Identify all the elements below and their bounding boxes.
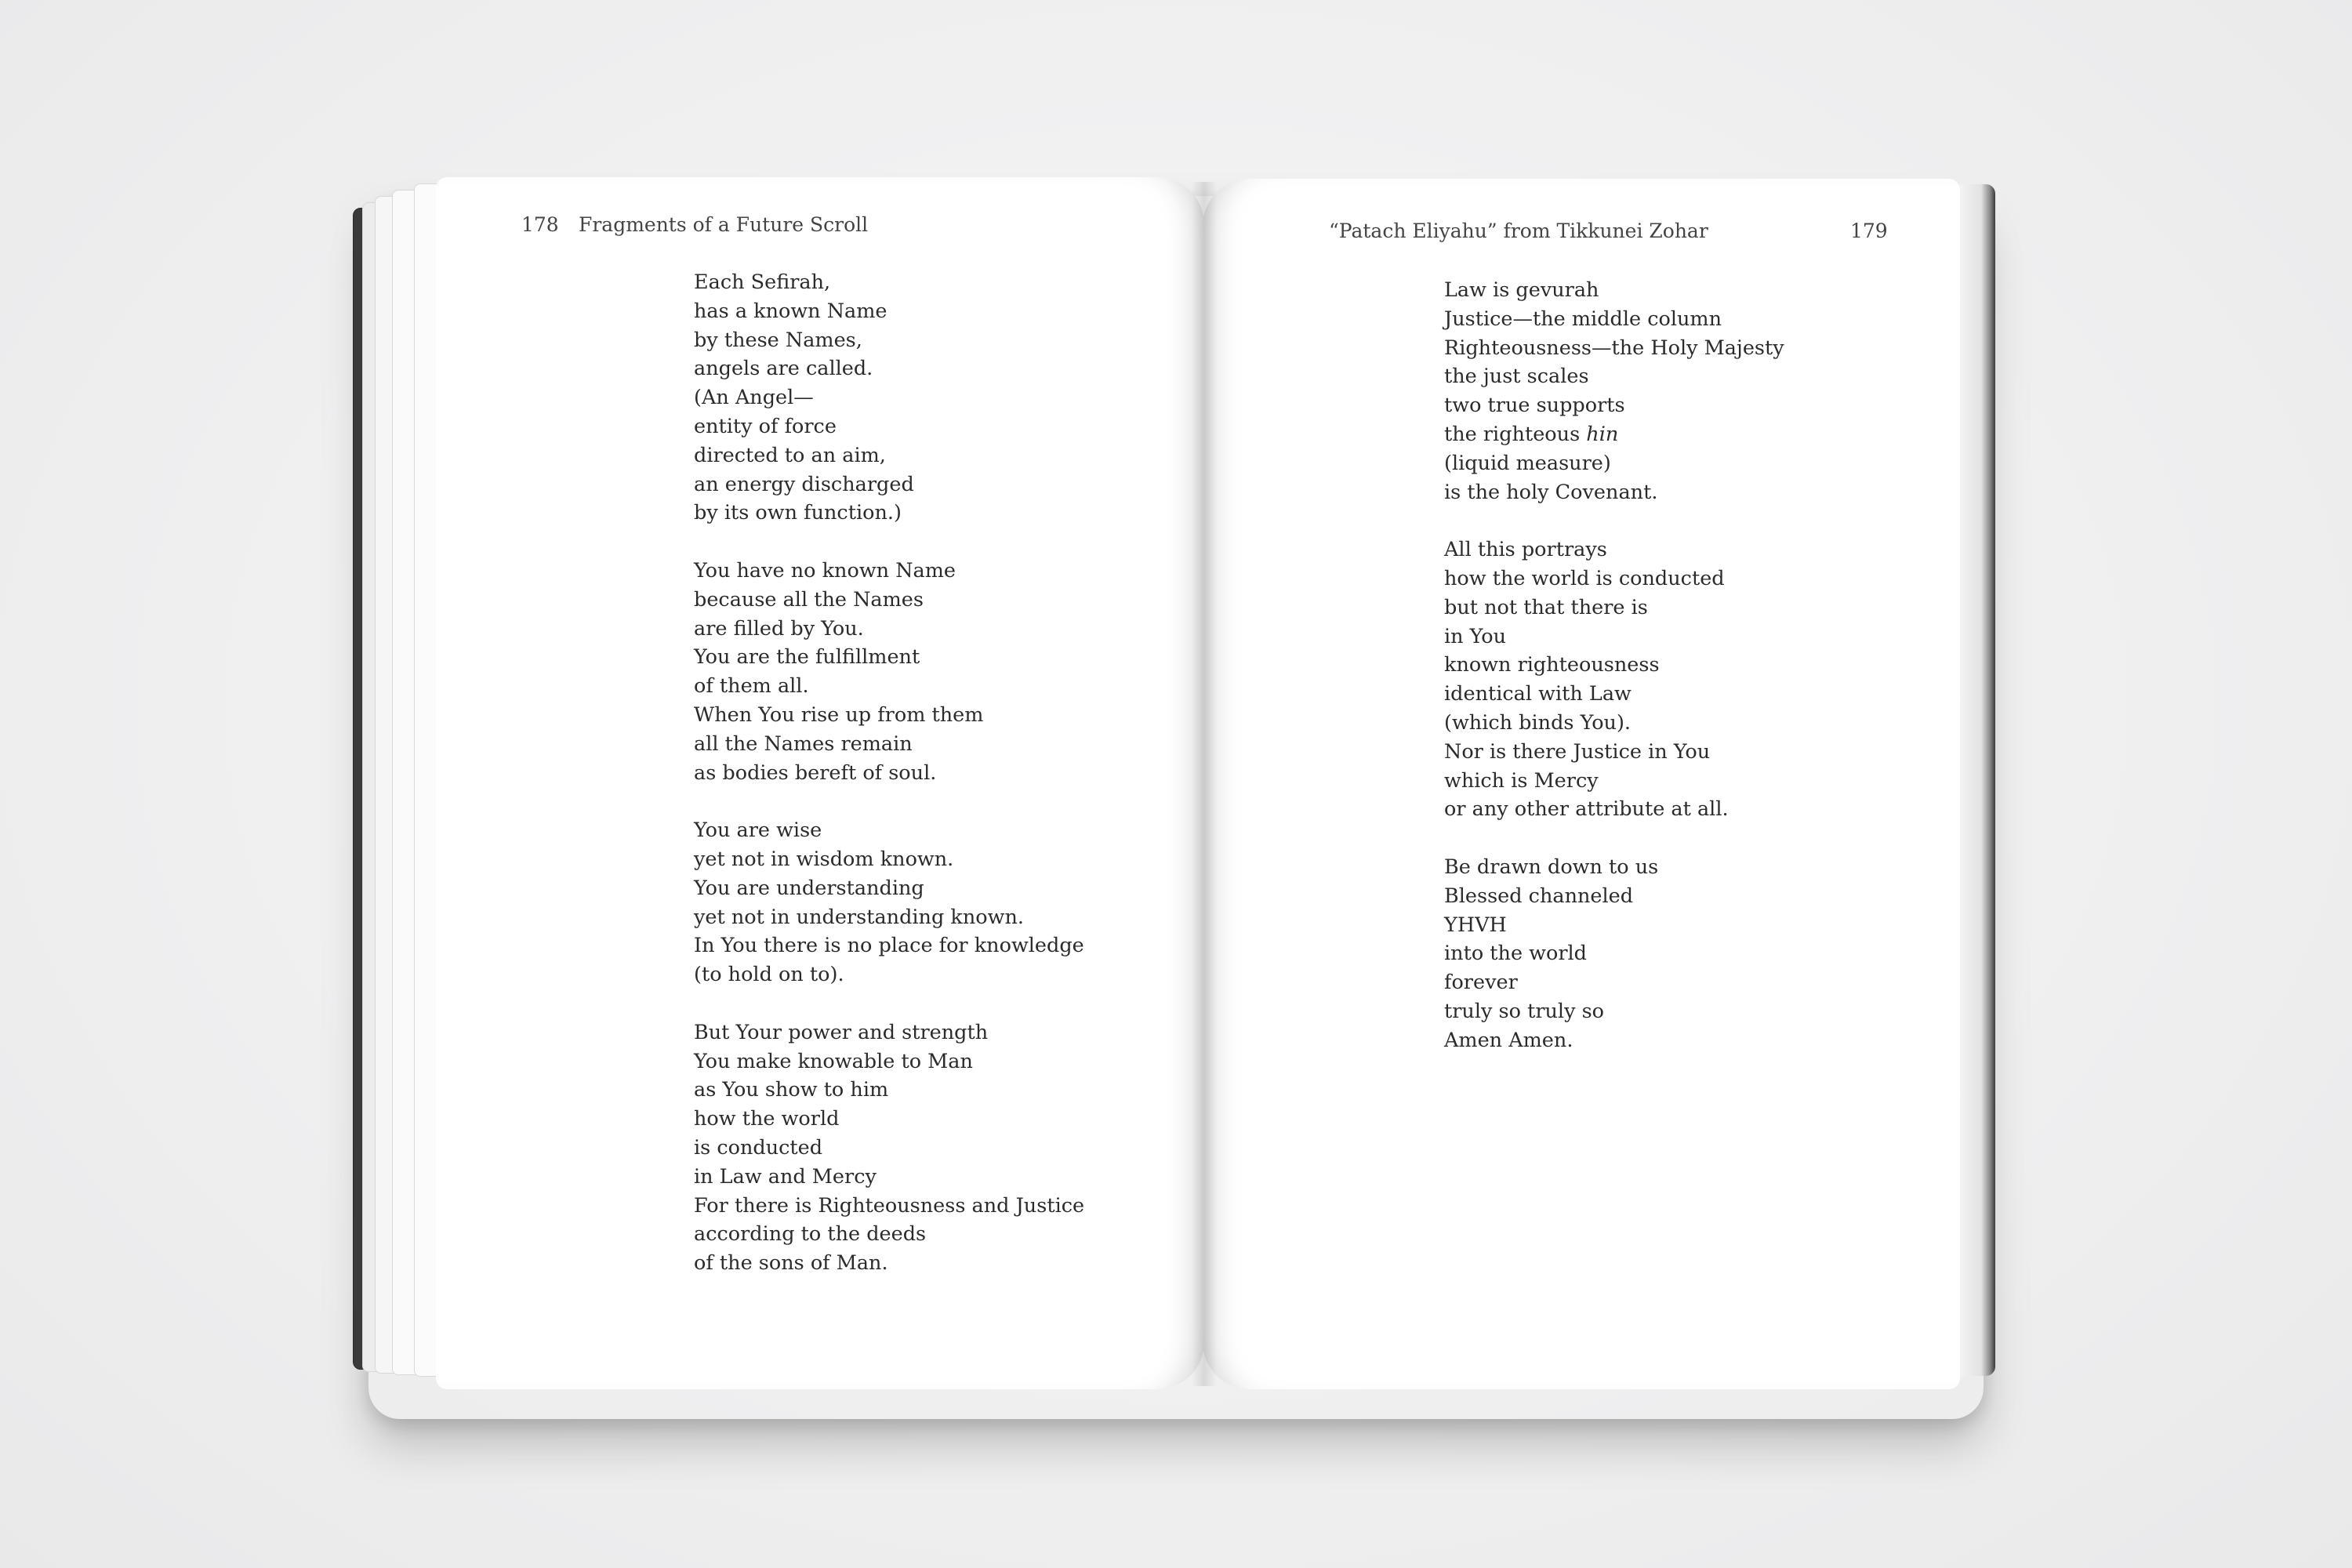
- poem-line: but not that there is: [1444, 595, 1648, 619]
- poem-line: (which binds You).: [1444, 710, 1632, 735]
- poem-line: in Law and Mercy: [694, 1164, 877, 1189]
- italic-word: hin: [1586, 422, 1619, 446]
- poem-line: how the world is conducted: [1444, 566, 1725, 590]
- poem-line: into the world: [1444, 942, 1587, 966]
- poem-line: (liquid measure): [1444, 451, 1611, 475]
- poem-line: all the Names remain: [694, 731, 913, 756]
- poem-line: directed to an aim,: [694, 443, 886, 467]
- poem-line: by its own function.): [694, 501, 902, 525]
- right-poem: [1444, 276, 1784, 1055]
- poem-line: truly so truly so: [1444, 999, 1605, 1023]
- right-page-number: 179: [1850, 220, 1888, 242]
- poem-line: has a known Name: [694, 299, 887, 323]
- poem-line: yet not in wisdom known.: [694, 847, 954, 871]
- poem-line: But Your power and strength: [694, 1020, 989, 1044]
- poem-line: as bodies bereft of soul.: [694, 760, 937, 785]
- poem-line: according to the deeds: [694, 1222, 927, 1247]
- poem-line: yet not in understanding known.: [694, 905, 1024, 929]
- poem-line: [1444, 420, 1784, 449]
- poem-line: of the sons of Man.: [694, 1251, 888, 1276]
- poem-line: Blessed channeled: [1444, 884, 1634, 908]
- poem-line: which is Mercy: [1444, 768, 1599, 793]
- poem-line-text: the righteous: [1444, 422, 1581, 446]
- poem-line: YHVH: [1444, 913, 1507, 937]
- poem-line: In You there is no place for knowledge: [694, 934, 1084, 958]
- poem-line: When You rise up from them: [694, 702, 984, 727]
- poem-line: by these Names,: [694, 328, 862, 352]
- poem-line: because all the Names: [694, 587, 924, 612]
- left-running-title: Fragments of a Future Scroll: [579, 213, 869, 236]
- poem-line: how the world: [694, 1107, 840, 1131]
- poem-line: You are the fulfillment: [694, 645, 920, 670]
- poem-line: Nor is there Justice in You: [1444, 739, 1711, 764]
- poem-line: All this portrays: [1444, 538, 1607, 562]
- poem-line: You make knowable to Man: [694, 1049, 973, 1073]
- poem-line: For there is Righteousness and Justice: [694, 1193, 1085, 1218]
- right-running-title: “Patach Eliyahu” from Tikkunei Zohar: [1329, 220, 1708, 242]
- poem-line: of them all.: [694, 674, 809, 699]
- left-page-number: 178: [521, 213, 559, 236]
- poem-line: the just scales: [1444, 365, 1589, 389]
- poem-line: You have no known Name: [694, 558, 956, 583]
- stanza-break: [1444, 824, 1784, 853]
- poem-line: (An Angel—: [694, 386, 814, 410]
- page-edge-right: [1960, 184, 1995, 1376]
- poem-line: forever: [1444, 971, 1518, 995]
- poem-line: are filled by You.: [694, 616, 864, 641]
- stanza-break: [694, 989, 1084, 1018]
- poem-line: You are wise: [694, 818, 822, 843]
- poem-line: Law is gevurah: [1444, 278, 1599, 302]
- poem-line: in You: [1444, 624, 1507, 648]
- poem-line: or any other attribute at all.: [1444, 797, 1729, 822]
- poem-line: angels are called.: [694, 357, 873, 381]
- poem-line: two true supports: [1444, 394, 1625, 418]
- poem-line: is the holy Covenant.: [1444, 480, 1658, 504]
- poem-line: identical with Law: [1444, 682, 1632, 706]
- poem-line: as You show to him: [694, 1078, 889, 1102]
- stanza-break: [694, 528, 1084, 557]
- poem-line: (to hold on to).: [694, 963, 844, 987]
- poem-line: an energy discharged: [694, 472, 914, 496]
- poem-line: Each Sefirah,: [694, 270, 831, 294]
- stanza-break: [694, 787, 1084, 816]
- poem-line: Amen Amen.: [1444, 1028, 1573, 1052]
- poem-line: Righteousness—the Holy Majesty: [1444, 336, 1784, 360]
- poem-line: entity of force: [694, 414, 837, 438]
- left-poem: [694, 268, 1084, 1278]
- stanza-break: [1444, 506, 1784, 535]
- poem-line: known righteousness: [1444, 653, 1660, 677]
- book-gutter: [1192, 182, 1217, 1386]
- poem-line: You are understanding: [694, 876, 924, 900]
- poem-line: Justice—the middle column: [1444, 307, 1722, 331]
- poem-line: Be drawn down to us: [1444, 855, 1659, 879]
- poem-line: is conducted: [694, 1135, 823, 1160]
